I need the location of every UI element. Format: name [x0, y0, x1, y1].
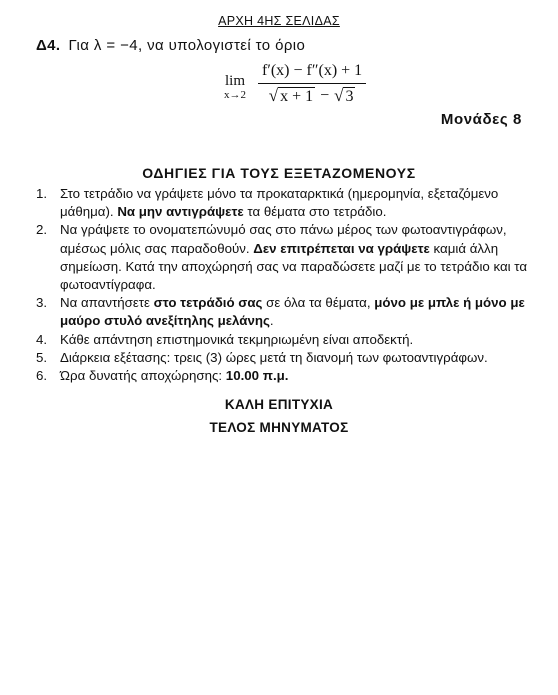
fraction-denominator	[269, 84, 356, 106]
item-text-bold: στο τετράδιό σας	[153, 295, 263, 311]
marks-label: Μονάδες 8	[440, 111, 522, 128]
item-text-part: Στο τετράδιο να γράψετε μόνο τα προκαταρκτικά (ημερομηνία, εξεταζόμενο μάθημα).	[60, 186, 499, 220]
sqrt-2	[334, 87, 355, 106]
radicand-2: 3	[345, 88, 354, 105]
instructions-list	[36, 185, 534, 385]
limit-formula	[224, 62, 366, 106]
list-item	[36, 331, 534, 349]
item-text-part: τα θέματα στο τετράδιο.	[243, 204, 387, 220]
item-text-bold: 10.00 π.μ.	[225, 368, 289, 384]
item-number: 6.	[36, 368, 48, 384]
item-text	[60, 294, 534, 330]
item-text	[60, 185, 534, 221]
minus-sign: −	[320, 87, 330, 104]
radicand-1: x + 1	[280, 88, 314, 105]
item-text-part: Να απαντήσετε	[60, 295, 154, 311]
radical-sign-icon: √	[268, 86, 279, 105]
radical-sign-icon: √	[334, 86, 344, 105]
item-text	[60, 221, 534, 294]
question-number: Δ4.	[36, 37, 61, 54]
item-text-bold: Να μην αντιγράψετε	[117, 204, 244, 220]
question-text: Για λ = −4, να υπολογιστεί το όριο	[68, 37, 306, 54]
instructions-title: ΟΔΗΓΙΕΣ ΓΙΑ ΤΟΥΣ ΕΞΕΤΑΖΟΜΕΝΟΥΣ	[142, 165, 416, 181]
end-message-label: ΤΕΛΟΣ ΜΗΝΥΜΑΤΟΣ	[209, 420, 349, 435]
good-luck-label: ΚΑΛΗ ΕΠΙΤΥΧΙΑ	[224, 397, 334, 412]
item-text: Κάθε απάντηση επιστημονικά τεκμηριωμένη είναι αποδεκτή.	[60, 331, 414, 347]
item-number: 5.	[36, 349, 48, 365]
question	[36, 37, 305, 54]
item-number: 1.	[36, 186, 48, 201]
list-item	[36, 221, 534, 294]
item-text-bold: Δεν επιτρέπεται να γράψετε	[253, 240, 430, 256]
item-text-part: Να γράψετε το ονοματεπώνυμό σας στο πάνω μέρος των φωτοαντιγράφων, αμέσως μόλις σας παραδοθούν.	[60, 222, 507, 256]
item-text-part: καμιά άλλη σημείωση. Κατά την αποχώρησή σας να παραδώσετε μαζί με το τετράδιο και τα φωτοαντίγραφα.	[60, 240, 528, 293]
item-text-part: Ώρα δυνατής αποχώρησης:	[60, 368, 226, 384]
item-text-bold: μόνο με μπλε ή μόνο με μαύρο στυλό ανεξίτηλης μελάνης	[60, 295, 525, 329]
item-number: 4.	[36, 331, 48, 347]
list-item	[36, 349, 534, 367]
list-item	[36, 294, 534, 330]
item-text	[60, 367, 534, 385]
list-item	[36, 367, 534, 385]
page-start-label: ΑΡΧΗ 4ΗΣ ΣΕΛΙΔΑΣ	[218, 14, 340, 28]
sqrt-1	[269, 87, 315, 106]
fraction	[258, 62, 366, 106]
fraction-numerator: f′(x) − f″(x) + 1	[258, 62, 366, 84]
lim-subscript: x→2	[224, 89, 246, 101]
item-text-part: σε όλα τα θέματα,	[262, 295, 375, 311]
page-header	[0, 14, 558, 28]
lim-label: lim	[224, 73, 245, 89]
limit-operator	[224, 73, 246, 101]
item-text-part: .	[269, 313, 274, 329]
item-number: 2.	[36, 222, 48, 238]
item-number: 3.	[36, 295, 48, 311]
list-item	[36, 185, 534, 221]
item-text: Διάρκεια εξέτασης: τρεις (3) ώρες μετά τη διανομή των φωτοαντιγράφων.	[60, 349, 488, 365]
